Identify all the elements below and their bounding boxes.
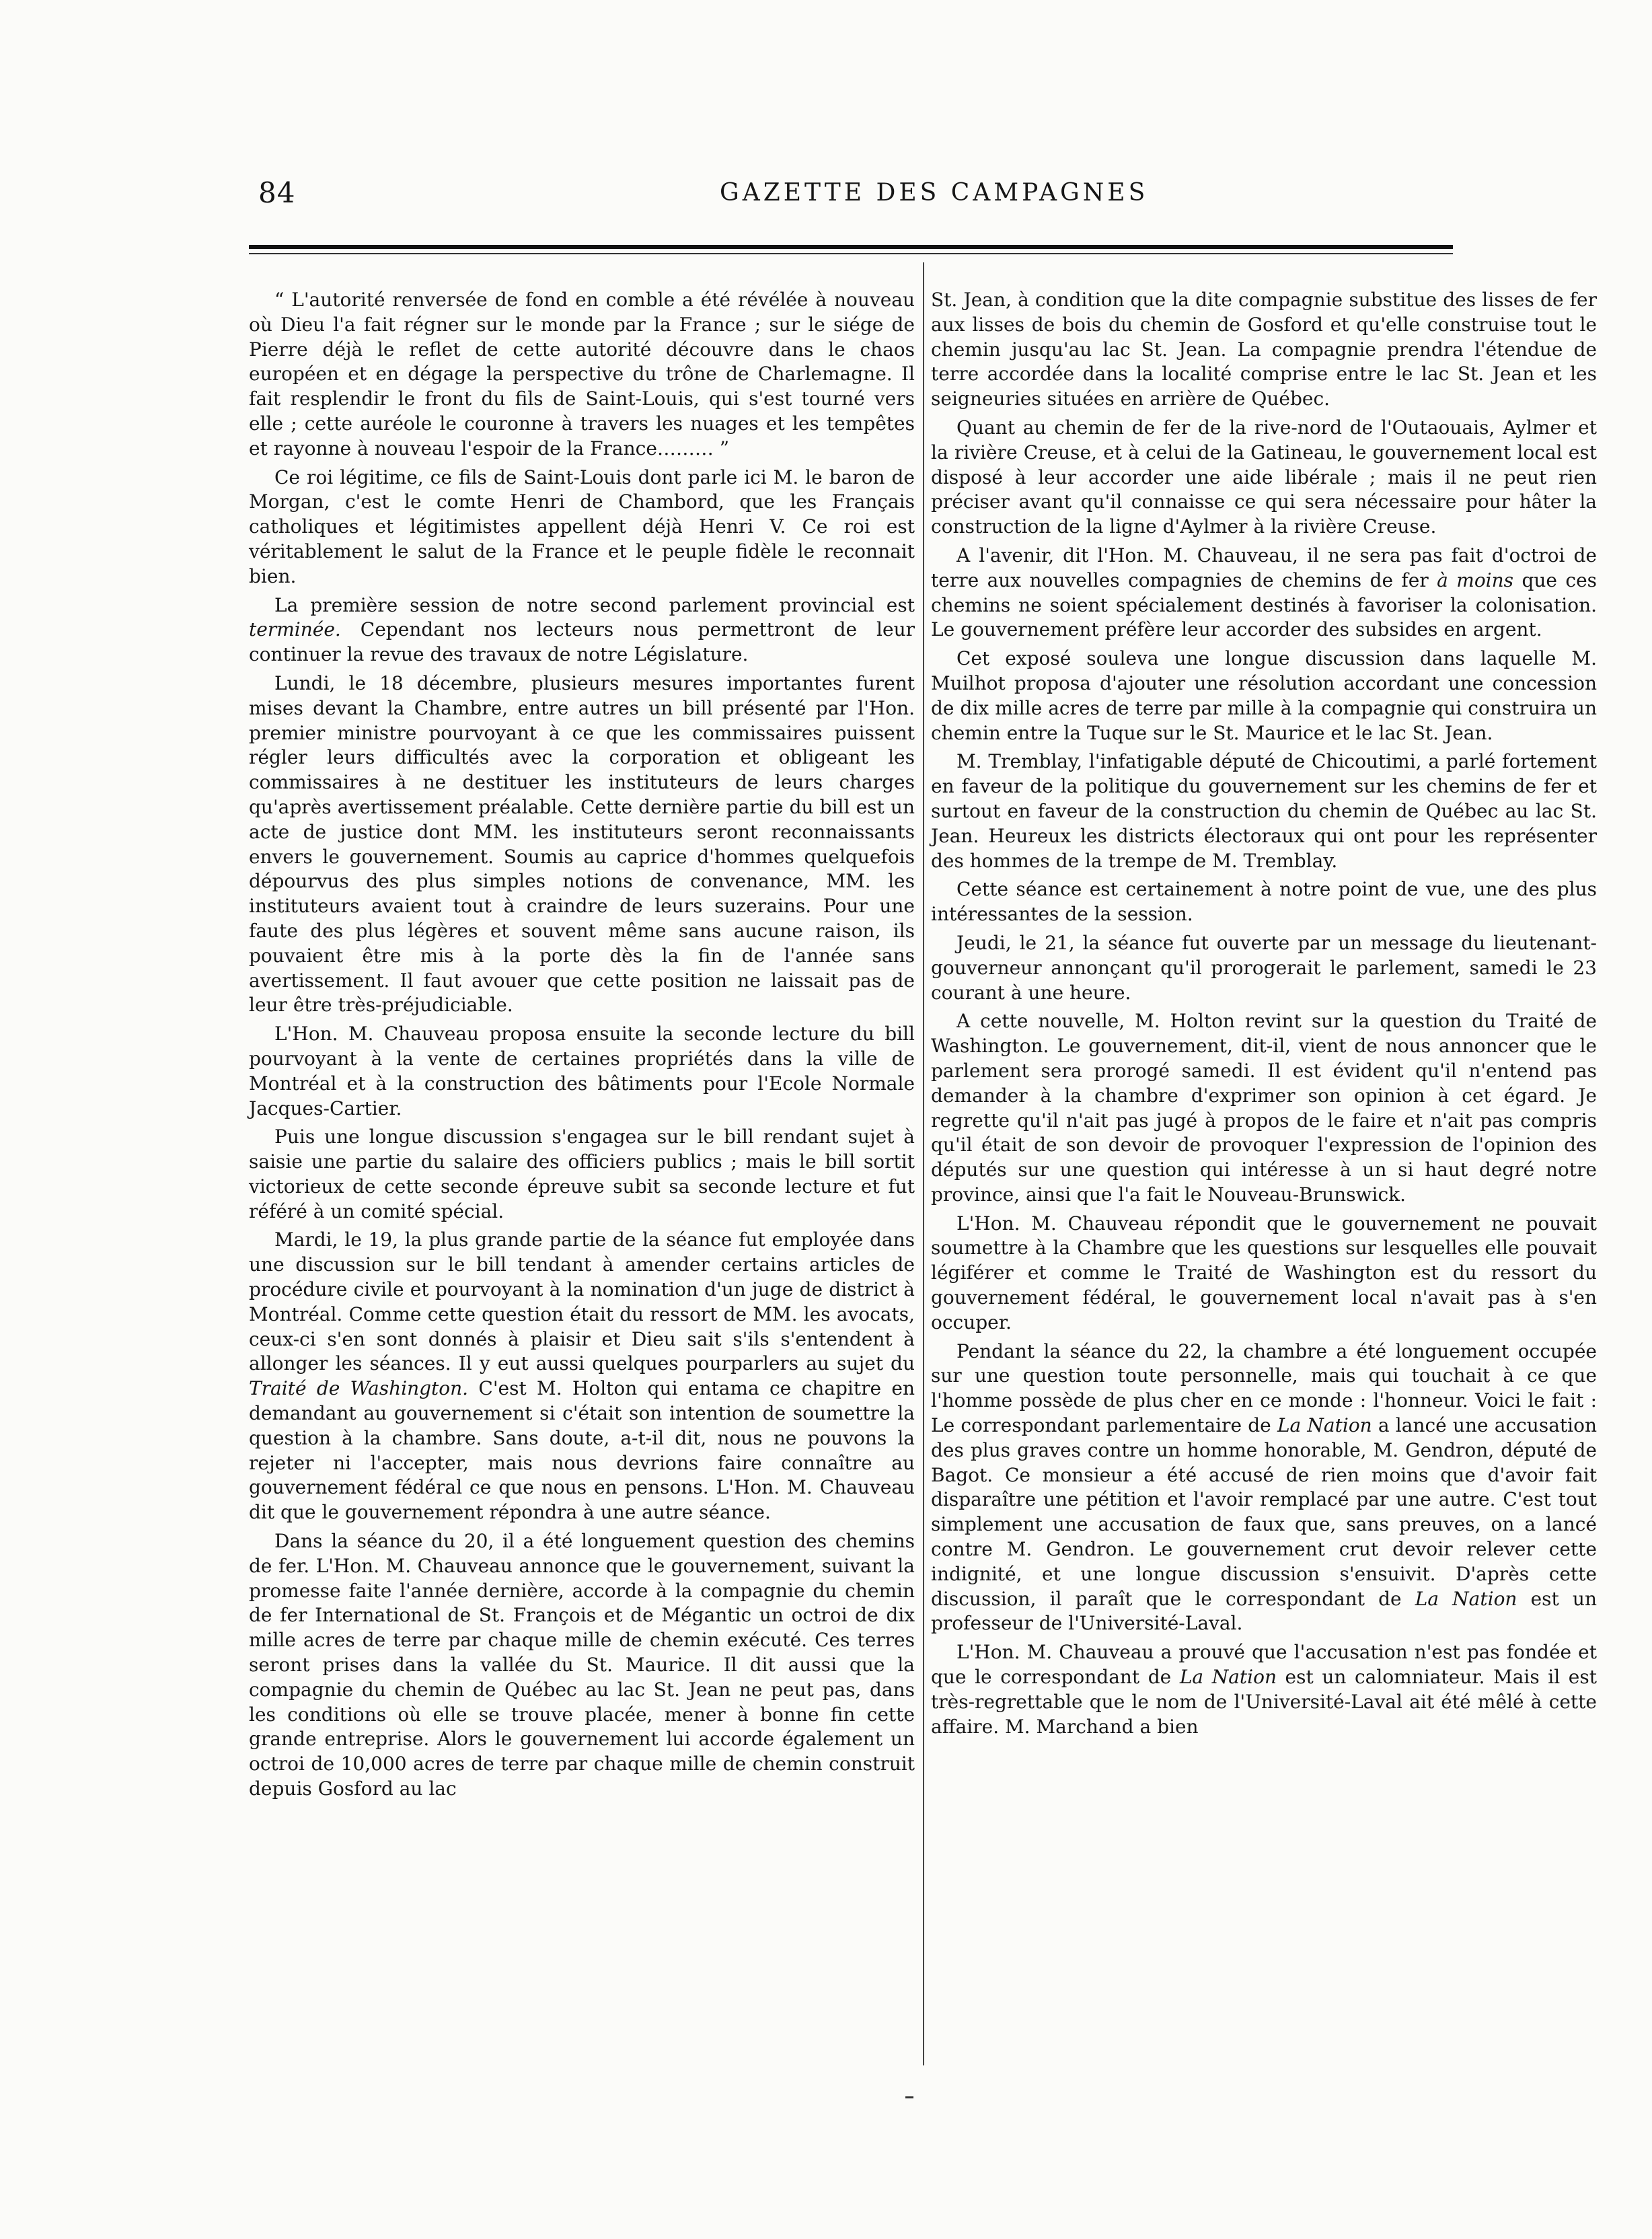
header-rule-thick [249,245,1453,249]
paragraph: Quant au chemin de fer de la rive-nord de l'Outaouais, Aylmer et la rivière Creuse, et à celui de la Gatineau, le gouvernement local est disposé à leur accorder une aide libérale ; mais il ne peut rien préciser avant qu'il connaisse ce qui sera nécessaire pour hâter la construction de la ligne d'Aylmer à la rivière Creuse. [931,416,1597,538]
paragraph: Dans la séance du 20, il a été longuement question des chemins de fer. L'Hon. M. Chauveau annonce que le gouvernement, suivant la promesse faite l'année dernière, accorde à la compagnie du chemin de fer International de St. François et de Mégantic un octroi de dix mille acres de terre par chaque mille de chemin exécuté. Ces terres seront prises dans la vallée du St. Maurice. Il dit aussi que la compagnie du chemin de Québec au lac St. Jean ne peut pas, dans les conditions où elle se trouve placée, mener à bonne fin cette grande entreprise. Alors le gouvernement lui accorde également un octroi de 10,000 acres de terre par chaque mille de chemin construit depuis Gosford au lac [249,1530,915,1800]
column-divider [923,262,924,2065]
italic-text: La Nation [1415,1587,1517,1610]
text-run: que ces chemins ne soient spécialement destinés à favoriser la colonisation. Le gouvernement préfère leur accorder des subsides en argent. [931,568,1598,641]
paragraph: A cette nouvelle, M. Holton revint sur la question du Traité de Washington. Le gouvernement, dit-il, vient de nous annoncer que le parlement sera prorogé samedi. Il est évident qu'il n'entend pas demander à la chambre d'exprimer son opinion à cet égard. Je regrette qu'il n'ait pas jugé à propos de le faire et n'ait pas compris qu'il était de son devoir de provoquer l'expression de l'opinion des députés sur une question qui intéresse à un si haut degré notre province, ainsi que l'a fait le Nouveau-Brunswick. [931,1010,1597,1206]
running-title: GAZETTE DES CAMPAGNES [720,179,1149,207]
left-column [249,288,915,1806]
paragraph: L'Hon. M. Chauveau répondit que le gouvernement ne pouvait soumettre à la Chambre que les questions sur lesquelles elle pouvait légiférer et comme le Traité de Washington est du ressort du gouvernement fédéral, le gouvernement local n'avait pas à s'en occuper. [931,1212,1597,1333]
paragraph [931,1640,1597,1739]
text-run: a lancé une accusation des plus graves contre un homme honorable, M. Gendron, député de Bagot. Ce monsieur a été accusé de rien moins que d'avoir fait disparaître une pétition et l'avoir remplacé par une autre. C'est tout simplement une accusation de faux que, sans preuves, on a lancé contre M. Gendron. Le gouvernement crut devoir relever cette indignité, et une longue discussion s'ensuivit. D'après cette discussion, il paraît que le correspondant de [931,1414,1598,1610]
paragraph: “ L'autorité renversée de fond en comble a été révélée à nouveau où Dieu l'a fait régner sur le monde par la France ; sur le siége de Pierre déjà le reflet de cette autorité découvre dans le chaos européen et en dégage la perspective du trône de Charlemagne. Il fait resplendir le front du fils de Saint-Louis, qui s'est tourné vers elle ; cette auréole le couronne à travers les nuages et les tempêtes et rayonne à nouveau l'espoir de la France……… ” [249,289,915,460]
paragraph: L'Hon. M. Chauveau proposa ensuite la seconde lecture du bill pourvoyant à la vente de certaines propriétés dans la ville de Montréal et à la construction des bâtiments pour l'Ecole Normale Jacques-Cartier. [249,1023,915,1120]
text-run: est un calomniateur. Mais il est très-regrettable que le nom de l'Université-Laval ait été mêlé à cette affaire. M. Marchand a bien [931,1666,1597,1738]
text-run: est un professeur de l'Université-Laval. [931,1587,1598,1635]
paragraph: Lundi, le 18 décembre, plusieurs mesures importantes furent mises devant la Chambre, entre autres un bill présenté par l'Hon. premier ministre pourvoyant à ce que les commissaires puissent régler leurs difficultés avec la corporation et obligeant les commissaires à ne destituer les instituteurs de leurs charges qu'après avertissement préalable. Cette dernière partie du bill est un acte de justice dont MM. les instituteurs seront reconnaissants envers le gouvernement. Soumis au caprice d'hommes quelquefois dépourvus des plus simples notions de convenance, MM. les instituteurs avaient tout à craindre de leurs suzerains. Pour une faute des plus légères et souvent même sans aucune raison, ils pouvaient être mis à la porte dès la fin de l'année sans avertissement. Il faut avouer que cette position ne laissait pas de leur être très-préjudiciable. [249,671,915,1017]
paragraph: Puis une longue discussion s'engagea sur le bill rendant sujet à saisie une partie du salaire des officiers publics ; mais le bill sortit victorieux de cette seconde épreuve subit sa seconde lecture et fut référé à un comité spécial. [249,1126,915,1222]
text-run: L'Hon. M. Chauveau a prouvé que l'accusation n'est pas fondée et que le correspondant de [931,1641,1597,1689]
page-number: 84 [258,176,296,209]
paragraph: Jeudi, le 21, la séance fut ouverte par un message du lieutenant-gouverneur annonçant qu'il prorogerait le parlement, samedi le 23 courant à une heure. [931,931,1597,1004]
paragraph: Cet exposé souleva une longue discussion dans laquelle M. Muilhot proposa d'ajouter une résolution accordant une concession de dix mille acres de terre par mille à la compagnie qui construira un chemin entre la Tuque sur le St. Maurice et le lac St. Jean. [931,647,1597,744]
text-run: Mardi, le 19, la plus grande partie de la séance fut employée dans une discussion sur le bill tendant à amender certains articles de procédure civile et pourvoyant à la nomination d'un juge de district à Montréal. Comme cette question était du ressort de MM. les avocats, ceux-ci s'en sont donnés à plaisir et Dieu sait s'ils s'entendent à allonger les séances. Il y eut aussi quelques pourparlers au sujet du [249,1228,915,1375]
italic-text: Traité de Washington. [249,1377,469,1400]
paragraph [931,1339,1597,1637]
italic-text: à moins [1437,568,1514,591]
footer-mark [905,2096,913,2098]
paragraph: M. Tremblay, l'infatigable député de Chicoutimi, a parlé fortement en faveur de la politique du gouvernement sur les chemins de fer et surtout en faveur de la construction du chemin de Québec au lac St. Jean. Heureux les districts électoraux qui ont pour les représenter des hommes de la trempe de M. Tremblay. [931,750,1597,872]
paragraph: Ce roi légitime, ce fils de Saint-Louis dont parle ici M. le baron de Morgan, c'est le comte Henri de Chambord, que les Français catholiques et légitimistes appellent déjà Henri V. Ce roi est véritablement le salut de la France et le peuple fidèle le reconnait bien. [249,466,915,587]
page-header [249,176,1460,223]
text-run: Pendant la séance du 22, la chambre a été longuement occupée sur une question toute personnelle, mais qui touchait à ce que l'homme possède de plus cher en ce monde : l'honneur. Voici le fait : Le correspondant parlementaire de [931,1339,1597,1437]
italic-text: terminée. [249,618,341,641]
paragraph [931,544,1597,643]
italic-text: La Nation [1277,1414,1372,1437]
paragraph [249,1228,915,1525]
italic-text: La Nation [1179,1666,1277,1689]
header-rule-thin [249,253,1453,254]
text-run: C'est M. Holton qui entama ce chapitre en demandant au gouvernement si c'était son intention de soumettre la question à la chambre. Sans doute, a-t-il dit, nous ne pouvons la rejeter ni l'accepter, mais nous devrions faire connaître au gouvernement fédéral ce que nous en pensons. L'Hon. M. Chauveau dit que le gouvernement répondra à une autre séance. [249,1377,915,1524]
paragraph: Cette séance est certainement à notre point de vue, une des plus intéressantes de la session. [931,878,1597,926]
paragraph: St. Jean, à condition que la dite compagnie substitue des lisses de fer aux lisses de bois du chemin de Gosford et qu'elle construise tout le chemin jusqu'au lac St. Jean. La compagnie prendra l'étendue de terre accordée dans la localité comprise entre le lac St. Jean et les seigneuries situées en arrière de Québec. [931,289,1597,410]
right-column [931,288,1597,1743]
text-run: La première session de notre second parlement provincial est [274,593,915,616]
paragraph [249,593,915,667]
text-run: A l'avenir, dit l'Hon. M. Chauveau, il ne sera pas fait d'octroi de terre aux nouvelles compagnies de chemins de fer [931,544,1597,591]
text-run: Cependant nos lecteurs nous permettront de leur continuer la revue des travaux de notre Législature. [249,618,915,666]
